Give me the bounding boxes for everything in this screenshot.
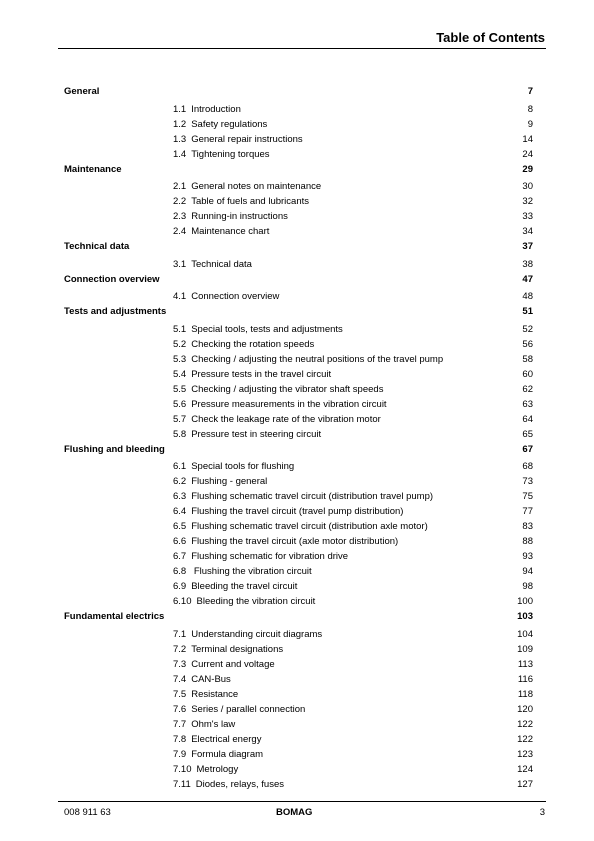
- section-title: General repair instructions: [191, 133, 303, 145]
- section-number: 5.1: [173, 323, 187, 335]
- toc-section[interactable]: [64, 534, 533, 549]
- toc-section[interactable]: [64, 702, 533, 717]
- section-page-number: 122: [517, 733, 533, 745]
- section-page-number: 30: [522, 181, 533, 192]
- section-number: 6.7: [173, 551, 187, 562]
- section-title: Flushing schematic travel circuit (distribution travel pump): [191, 491, 434, 502]
- section-page-number: 32: [522, 196, 533, 207]
- section-title: Introduction: [191, 103, 241, 115]
- section-page-number: 100: [517, 596, 533, 607]
- section-number: 5.5: [173, 383, 187, 395]
- section-page-number: 127: [517, 778, 533, 790]
- section-title: Formula diagram: [191, 748, 264, 760]
- section-number: 7.5: [173, 688, 187, 700]
- toc-section[interactable]: [64, 657, 533, 672]
- section-page-number: 94: [522, 566, 533, 577]
- section-page-number: 113: [517, 658, 533, 670]
- toc-section[interactable]: [64, 117, 533, 132]
- page-number: 3: [539, 807, 545, 818]
- section-page-number: 14: [522, 133, 533, 145]
- toc-section[interactable]: [64, 519, 533, 534]
- section-number: 6.6: [173, 536, 187, 547]
- section-number: 7.4: [173, 673, 187, 685]
- section-number: 2.3: [173, 211, 187, 222]
- section-title: Tightening torques: [191, 148, 270, 160]
- section-page-number: 98: [522, 581, 533, 592]
- section-page-number: 34: [522, 226, 533, 237]
- toc-section[interactable]: [64, 367, 533, 382]
- section-number: 6.2: [173, 476, 187, 487]
- toc-section[interactable]: [64, 147, 533, 162]
- section-number: 1.1: [173, 103, 187, 115]
- section-number: 7.7: [173, 718, 187, 730]
- section-title: Terminal designations: [191, 643, 284, 655]
- toc-section[interactable]: [64, 397, 533, 412]
- section-page-number: 24: [522, 148, 533, 160]
- toc-section[interactable]: [64, 132, 533, 147]
- toc-section[interactable]: [64, 777, 533, 792]
- chapter-title: Connection overview: [64, 273, 160, 285]
- section-title: Running-in instructions: [191, 211, 288, 222]
- toc-section[interactable]: [64, 549, 533, 564]
- section-number: 5.7: [173, 413, 187, 425]
- section-title: Bleeding the vibration circuit: [196, 596, 316, 607]
- toc-section[interactable]: [64, 194, 533, 209]
- section-page-number: 8: [527, 103, 533, 115]
- section-title: Flushing schematic travel circuit (distribution axle motor): [191, 521, 428, 532]
- toc-section[interactable]: [64, 732, 533, 747]
- toc-section[interactable]: [64, 762, 533, 777]
- section-number: 6.3: [173, 491, 187, 502]
- toc-section[interactable]: [64, 322, 533, 337]
- section-title: Pressure tests in the travel circuit: [191, 368, 332, 380]
- section-number: 6.8: [173, 566, 187, 577]
- section-title: Special tools for flushing: [191, 461, 295, 472]
- section-title: Series / parallel connection: [191, 703, 306, 715]
- section-title: Diodes, relays, fuses: [195, 778, 284, 790]
- section-page-number: 75: [522, 491, 533, 502]
- section-title: Connection overview: [191, 291, 280, 302]
- chapter-title: Flushing and bleeding: [64, 443, 165, 455]
- chapter-title: Maintenance: [64, 163, 122, 175]
- section-page-number: 77: [522, 506, 533, 517]
- section-page-number: 58: [522, 353, 533, 365]
- toc-section[interactable]: [64, 564, 533, 579]
- section-number: 7.1: [173, 628, 187, 640]
- chapter-title: General: [64, 86, 100, 97]
- section-number: 6.10: [173, 596, 192, 607]
- section-number: 5.4: [173, 368, 187, 380]
- section-title: Flushing - general: [191, 476, 268, 487]
- section-number: 7.6: [173, 703, 187, 715]
- toc-section[interactable]: [64, 627, 533, 642]
- section-title: Understanding circuit diagrams: [191, 628, 323, 640]
- section-page-number: 118: [517, 688, 533, 700]
- toc-chapter[interactable]: [64, 84, 533, 100]
- toc-section[interactable]: [64, 179, 533, 194]
- toc-section[interactable]: [64, 717, 533, 732]
- toc-section[interactable]: [64, 672, 533, 687]
- section-number: 5.2: [173, 338, 187, 350]
- chapter-page-number: 47: [522, 273, 533, 285]
- toc-section[interactable]: [64, 594, 533, 609]
- section-title: CAN-Bus: [191, 673, 231, 685]
- toc-chapter[interactable]: [64, 239, 533, 255]
- section-title: Maintenance chart: [191, 226, 270, 237]
- chapter-page-number: 67: [522, 443, 533, 455]
- section-title: Bleeding the travel circuit: [191, 581, 298, 592]
- section-number: 5.8: [173, 428, 187, 440]
- section-number: 7.3: [173, 658, 187, 670]
- section-page-number: 120: [517, 703, 533, 715]
- section-title: Electrical energy: [191, 733, 262, 745]
- section-number: 1.4: [173, 148, 187, 160]
- section-title: Special tools, tests and adjustments: [191, 323, 343, 335]
- section-page-number: 123: [517, 748, 533, 760]
- toc-section[interactable]: [64, 504, 533, 519]
- section-title: Check the leakage rate of the vibration motor: [191, 413, 381, 425]
- section-title: Technical data: [191, 258, 252, 270]
- toc-chapter[interactable]: [64, 442, 533, 458]
- section-number: 6.1: [173, 461, 187, 472]
- toc-section[interactable]: [64, 579, 533, 594]
- section-number: 7.10: [173, 763, 192, 775]
- section-page-number: 116: [517, 673, 533, 685]
- toc-chapter[interactable]: [64, 304, 533, 320]
- section-page-number: 124: [517, 763, 533, 775]
- chapter-page-number: 37: [522, 241, 533, 252]
- toc-chapter[interactable]: [64, 162, 533, 178]
- section-title: Checking / adjusting the neutral positions of the travel pump: [191, 353, 444, 365]
- section-title: Safety regulations: [191, 118, 268, 130]
- chapter-page-number: 103: [517, 611, 533, 622]
- section-number: 2.1: [173, 181, 187, 192]
- section-number: 6.4: [173, 506, 187, 517]
- toc-section[interactable]: [64, 427, 533, 442]
- section-title: Current and voltage: [191, 658, 275, 670]
- section-title: General notes on maintenance: [191, 181, 322, 192]
- page-header-title: Table of Contents: [436, 30, 545, 45]
- section-number: 2.2: [173, 196, 187, 207]
- toc-chapter[interactable]: [64, 272, 533, 288]
- section-title: Flushing the vibration circuit: [191, 566, 312, 577]
- section-title: Flushing schematic for vibration drive: [191, 551, 349, 562]
- section-page-number: 56: [522, 338, 533, 350]
- section-title: Resistance: [191, 688, 239, 700]
- section-page-number: 73: [522, 476, 533, 487]
- section-number: 6.9: [173, 581, 187, 592]
- brand-name: BOMAG: [276, 807, 313, 818]
- section-title: Checking / adjusting the vibrator shaft speeds: [191, 383, 384, 395]
- section-page-number: 9: [527, 118, 533, 130]
- toc-section[interactable]: [64, 489, 533, 504]
- toc-section[interactable]: [64, 687, 533, 702]
- toc-section[interactable]: [64, 289, 533, 304]
- section-page-number: 122: [517, 718, 533, 730]
- footer-divider: [58, 801, 546, 802]
- toc-section[interactable]: [64, 337, 533, 352]
- table-of-contents: [64, 84, 533, 792]
- section-number: 7.11: [173, 778, 191, 790]
- section-title: Pressure measurements in the vibration circuit: [191, 398, 387, 410]
- section-number: 6.5: [173, 521, 187, 532]
- toc-section[interactable]: [64, 209, 533, 224]
- chapter-page-number: 51: [522, 306, 533, 317]
- section-title: Pressure test in steering circuit: [191, 428, 322, 440]
- section-number: 4.1: [173, 291, 187, 302]
- section-number: 3.1: [173, 258, 187, 270]
- section-number: 5.3: [173, 353, 187, 365]
- toc-section[interactable]: [64, 224, 533, 239]
- section-number: 1.2: [173, 118, 187, 130]
- section-page-number: 52: [522, 323, 533, 335]
- section-page-number: 68: [522, 461, 533, 472]
- section-page-number: 33: [522, 211, 533, 222]
- section-title: Table of fuels and lubricants: [191, 196, 309, 207]
- section-page-number: 93: [522, 551, 533, 562]
- toc-section[interactable]: [64, 382, 533, 397]
- toc-section[interactable]: [64, 459, 533, 474]
- section-number: 5.6: [173, 398, 187, 410]
- section-title: Checking the rotation speeds: [191, 338, 315, 350]
- toc-section[interactable]: [64, 102, 533, 117]
- section-number: 7.8: [173, 733, 187, 745]
- section-number: 7.9: [173, 748, 187, 760]
- section-title: Flushing the travel circuit (travel pump distribution): [191, 506, 404, 517]
- chapter-title: Technical data: [64, 241, 130, 252]
- section-title: Metrology: [196, 763, 239, 775]
- section-page-number: 38: [522, 258, 533, 270]
- header-divider: [58, 48, 546, 49]
- section-title: Ohm's law: [191, 718, 236, 730]
- toc-chapter[interactable]: [64, 609, 533, 625]
- toc-section[interactable]: [64, 642, 533, 657]
- section-page-number: 64: [522, 413, 533, 425]
- section-number: 7.2: [173, 643, 187, 655]
- toc-section[interactable]: [64, 412, 533, 427]
- chapter-page-number: 29: [522, 163, 533, 175]
- section-number: 2.4: [173, 226, 187, 237]
- toc-section[interactable]: [64, 474, 533, 489]
- section-page-number: 65: [522, 428, 533, 440]
- chapter-title: Tests and adjustments: [64, 306, 167, 317]
- section-page-number: 48: [522, 291, 533, 302]
- toc-section[interactable]: [64, 747, 533, 762]
- chapter-title: Fundamental electrics: [64, 611, 165, 622]
- section-page-number: 60: [522, 368, 533, 380]
- document-number: 008 911 63: [64, 807, 111, 818]
- section-page-number: 62: [522, 383, 533, 395]
- section-title: Flushing the travel circuit (axle motor distribution): [191, 536, 399, 547]
- section-page-number: 88: [522, 536, 533, 547]
- chapter-page-number: 7: [527, 86, 533, 97]
- toc-section[interactable]: [64, 352, 533, 367]
- section-number: 1.3: [173, 133, 187, 145]
- section-page-number: 104: [517, 628, 533, 640]
- section-page-number: 63: [522, 398, 533, 410]
- section-page-number: 109: [517, 643, 533, 655]
- toc-section[interactable]: [64, 257, 533, 272]
- section-page-number: 83: [522, 521, 533, 532]
